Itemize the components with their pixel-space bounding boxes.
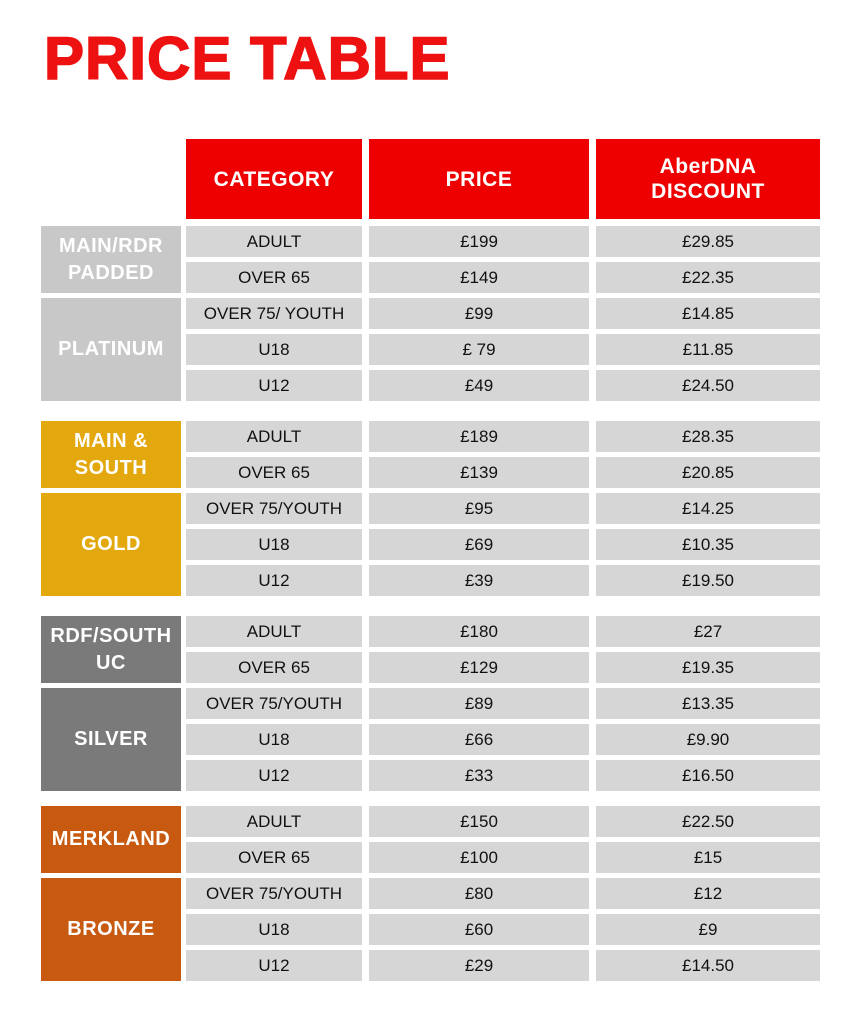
cell-discount: £27 xyxy=(596,616,820,647)
cell-price: £66 xyxy=(369,724,589,755)
cell-price: £39 xyxy=(369,565,589,596)
cell-discount: £9 xyxy=(596,914,820,945)
cell-discount: £12 xyxy=(596,878,820,909)
cell-category: ADULT xyxy=(186,616,362,647)
cell-discount: £20.85 xyxy=(596,457,820,488)
cell-discount: £29.85 xyxy=(596,226,820,257)
cell-price: £129 xyxy=(369,652,589,683)
cell-price: £139 xyxy=(369,457,589,488)
cell-price: £189 xyxy=(369,421,589,452)
cell-discount: £14.50 xyxy=(596,950,820,981)
tier-label-name: BRONZE xyxy=(41,878,181,981)
cell-discount: £24.50 xyxy=(596,370,820,401)
cell-discount: £14.25 xyxy=(596,493,820,524)
header-price: PRICE xyxy=(369,139,589,219)
cell-discount: £13.35 xyxy=(596,688,820,719)
cell-category: U12 xyxy=(186,370,362,401)
tier-label-name: GOLD xyxy=(41,493,181,596)
cell-discount: £19.35 xyxy=(596,652,820,683)
cell-category: OVER 75/YOUTH xyxy=(186,688,362,719)
cell-discount: £15 xyxy=(596,842,820,873)
cell-category: U12 xyxy=(186,760,362,791)
cell-category: OVER 65 xyxy=(186,652,362,683)
tier-label-area: MERKLAND xyxy=(41,806,181,873)
cell-price: £69 xyxy=(369,529,589,560)
tier-label-area: RDF/SOUTH UC xyxy=(41,616,181,683)
cell-category: OVER 65 xyxy=(186,262,362,293)
header-category: CATEGORY xyxy=(186,139,362,219)
cell-discount: £16.50 xyxy=(596,760,820,791)
cell-discount: £14.85 xyxy=(596,298,820,329)
cell-price: £80 xyxy=(369,878,589,909)
tier-label-name: SILVER xyxy=(41,688,181,791)
cell-category: OVER 75/ YOUTH xyxy=(186,298,362,329)
cell-price: £29 xyxy=(369,950,589,981)
cell-category: U12 xyxy=(186,565,362,596)
cell-discount: £9.90 xyxy=(596,724,820,755)
cell-discount: £19.50 xyxy=(596,565,820,596)
cell-category: OVER 65 xyxy=(186,457,362,488)
tier-label-area: MAIN & SOUTH xyxy=(41,421,181,488)
cell-price: £99 xyxy=(369,298,589,329)
cell-category: U18 xyxy=(186,914,362,945)
cell-discount: £28.35 xyxy=(596,421,820,452)
cell-discount: £11.85 xyxy=(596,334,820,365)
cell-price: £89 xyxy=(369,688,589,719)
cell-category: OVER 75/YOUTH xyxy=(186,493,362,524)
cell-price: £149 xyxy=(369,262,589,293)
cell-price: £60 xyxy=(369,914,589,945)
cell-category: U18 xyxy=(186,334,362,365)
tier-label-name: PLATINUM xyxy=(41,298,181,401)
tier-label-area: MAIN/RDR PADDED xyxy=(41,226,181,293)
cell-category: U12 xyxy=(186,950,362,981)
cell-price: £95 xyxy=(369,493,589,524)
cell-price: £150 xyxy=(369,806,589,837)
cell-price: £ 79 xyxy=(369,334,589,365)
cell-price: £49 xyxy=(369,370,589,401)
page-title: PRICE TABLE xyxy=(44,25,451,92)
cell-price: £33 xyxy=(369,760,589,791)
header-discount: AberDNA DISCOUNT xyxy=(596,139,820,219)
cell-discount: £22.50 xyxy=(596,806,820,837)
cell-price: £180 xyxy=(369,616,589,647)
cell-price: £100 xyxy=(369,842,589,873)
cell-category: U18 xyxy=(186,529,362,560)
cell-discount: £22.35 xyxy=(596,262,820,293)
cell-category: U18 xyxy=(186,724,362,755)
cell-category: ADULT xyxy=(186,226,362,257)
cell-category: ADULT xyxy=(186,421,362,452)
cell-category: OVER 75/YOUTH xyxy=(186,878,362,909)
cell-category: ADULT xyxy=(186,806,362,837)
cell-category: OVER 65 xyxy=(186,842,362,873)
cell-discount: £10.35 xyxy=(596,529,820,560)
cell-price: £199 xyxy=(369,226,589,257)
